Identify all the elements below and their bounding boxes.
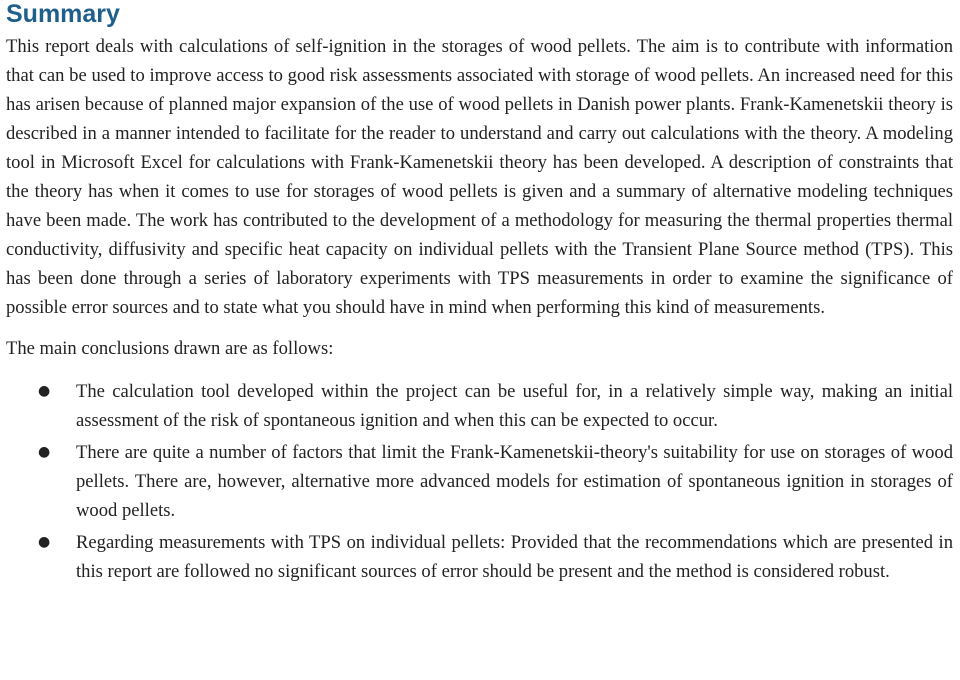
section-heading: Summary [6,0,120,28]
list-item [6,438,953,525]
bullet-icon: ● [38,534,51,550]
intro-paragraph: This report deals with calculations of self-ignition in the storages of wood pellets. The aim is to contribute with information that can be used to improve access to good risk assessments associated with storage of wood pellets. An increased need for this has arisen because of planned major expansion of the use of wood pellets in Danish power plants. Frank-Kamenetskii theory is described in a manner intended to facilitate for the reader to understand and carry out calculations with the theory. A modeling tool in Microsoft Excel for calculations with Frank-Kamenetskii theory has been developed. A description of constraints that the theory has when it comes to use for storages of wood pellets is given and a summary of alternative modeling techniques have been made. The work has contributed to the development of a methodology for measuring the thermal properties thermal conductivity, diffusivity and specific heat capacity on individual pellets with the Transient Plane Source method (TPS). This has been done through a series of laboratory experiments with TPS measurements in order to examine the significance of possible error sources and to state what you should have in mind when performing this kind of measurements. [6,36,953,318]
conclusion-text: There are quite a number of factors that limit the Frank-Kamenetskii-theory's suitability for use on storages of wood pellets. There are, however, alternative more advanced models for estimation of spontaneous ignition in storages of wood pellets. [76,442,953,521]
conclusions-list [6,377,953,586]
bullet-icon: ● [38,444,51,460]
conclusion-text: The calculation tool developed within the project can be useful for, in a relatively simple way, making an initial assessment of the risk of spontaneous ignition and when this can be expected to occur. [76,381,953,431]
bullet-icon: ● [38,383,51,399]
conclusions-intro: The main conclusions drawn are as follows: [6,338,334,359]
list-item [6,377,953,435]
list-item [6,528,953,586]
conclusion-text: Regarding measurements with TPS on individual pellets: Provided that the recommendations which are presented in this report are followed no significant sources of error should be present and the method is considered robust. [76,532,953,582]
